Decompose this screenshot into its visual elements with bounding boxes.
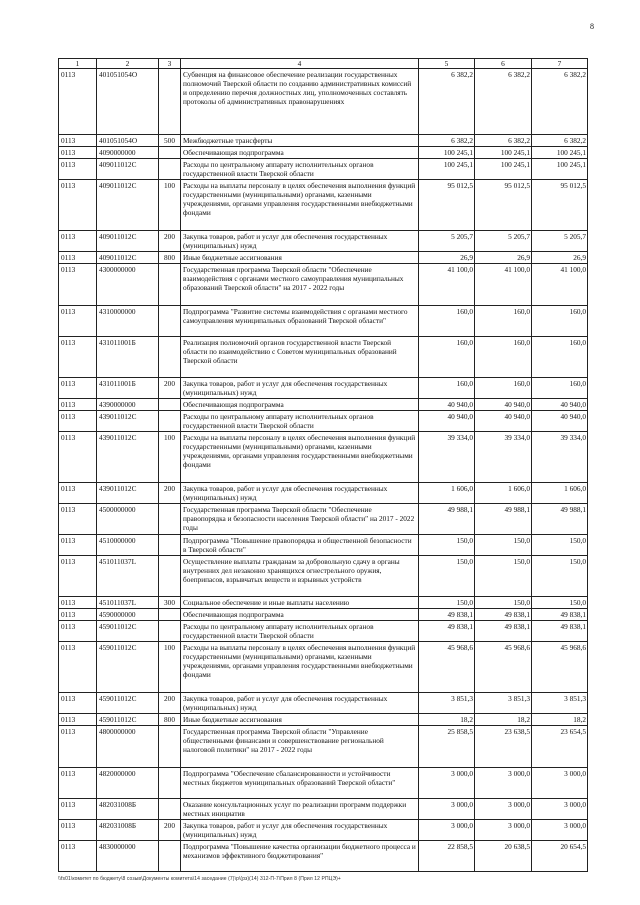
description-cell: Иные бюджетные ассигнования — [181, 252, 419, 264]
target-item-code-cell: 482031008Б — [97, 820, 159, 841]
target-item-code-cell: 409011012С — [97, 231, 159, 252]
amount-cell: 3 000,0 — [532, 768, 588, 799]
table-row — [59, 264, 588, 306]
expense-type-cell — [159, 411, 181, 432]
amount-cell: 25 858,5 — [419, 726, 475, 768]
expense-type-cell — [159, 621, 181, 642]
target-item-code-cell: 401051054О — [97, 69, 159, 135]
target-item-code-cell: 4830000000 — [97, 841, 159, 872]
target-item-code-cell: 409011012С — [97, 180, 159, 231]
file-path-footer: \\fs01\комитет по бюджету\8 созыв\Документы комитета\14 заседание (7)\р\(рз)(14) 312-П-7\Прил 8 (Прил 12 РПЦЭ)+ — [58, 876, 341, 882]
amount-cell: 150,0 — [475, 535, 532, 556]
amount-cell: 49 838,1 — [532, 609, 588, 621]
amount-cell: 3 000,0 — [532, 820, 588, 841]
table-row — [59, 642, 588, 693]
amount-cell: 45 968,6 — [419, 642, 475, 693]
amount-cell: 49 838,1 — [475, 621, 532, 642]
section-code-cell: 0113 — [59, 726, 97, 768]
target-item-code-cell: 4590000000 — [97, 609, 159, 621]
expense-type-cell — [159, 306, 181, 337]
amount-cell: 41 100,0 — [475, 264, 532, 306]
amount-cell: 41 100,0 — [419, 264, 475, 306]
amount-cell: 49 838,1 — [475, 609, 532, 621]
table-row — [59, 841, 588, 872]
table-row — [59, 621, 588, 642]
amount-cell: 49 838,1 — [532, 621, 588, 642]
column-header: 7 — [532, 59, 588, 69]
description-cell: Обеспечивающая подпрограмма — [181, 399, 419, 411]
table-body — [59, 69, 588, 872]
target-item-code-cell: 401051054О — [97, 135, 159, 147]
column-header: 1 — [59, 59, 97, 69]
table-row — [59, 820, 588, 841]
amount-cell: 3 000,0 — [532, 799, 588, 820]
target-item-code-cell: 439011012С — [97, 483, 159, 504]
amount-cell: 18,2 — [475, 714, 532, 726]
amount-cell: 100 245,1 — [419, 159, 475, 180]
amount-cell: 40 940,0 — [419, 411, 475, 432]
target-item-code-cell: 409011012С — [97, 159, 159, 180]
table-row — [59, 714, 588, 726]
expense-type-cell: 800 — [159, 714, 181, 726]
amount-cell: 39 334,0 — [419, 432, 475, 483]
section-code-cell: 0113 — [59, 504, 97, 535]
description-cell: Расходы по центральному аппарату исполнительных органов государственной власти Тверской области — [181, 159, 419, 180]
expense-type-cell — [159, 768, 181, 799]
amount-cell: 26,9 — [475, 252, 532, 264]
expense-type-cell — [159, 609, 181, 621]
section-code-cell: 0113 — [59, 411, 97, 432]
description-cell: Подпрограмма "Обеспечение сбалансированности и устойчивости местных бюджетов муниципальных образований Тверской области" — [181, 768, 419, 799]
amount-cell: 40 940,0 — [532, 399, 588, 411]
description-cell: Расходы по центральному аппарату исполнительных органов государственной власти Тверской области — [181, 411, 419, 432]
description-cell: Иные бюджетные ассигнования — [181, 714, 419, 726]
section-code-cell: 0113 — [59, 432, 97, 483]
target-item-code-cell: 439011012С — [97, 411, 159, 432]
description-cell: Закупка товаров, работ и услуг для обеспечения государственных (муниципальных) нужд — [181, 693, 419, 714]
amount-cell: 45 968,6 — [532, 642, 588, 693]
amount-cell: 6 382,2 — [419, 69, 475, 135]
target-item-code-cell: 409011012С — [97, 252, 159, 264]
expense-type-cell — [159, 504, 181, 535]
section-code-cell: 0113 — [59, 597, 97, 609]
amount-cell: 41 100,0 — [532, 264, 588, 306]
expense-type-cell: 800 — [159, 252, 181, 264]
section-code-cell: 0113 — [59, 337, 97, 378]
description-cell: Осуществление выплаты гражданам за добровольную сдачу в органы внутренних дел незаконно хранящихся огнестрельного оружия, боеприпасов, взрывчатых веществ и взрывных устройств — [181, 556, 419, 597]
expense-type-cell — [159, 799, 181, 820]
section-code-cell: 0113 — [59, 378, 97, 399]
section-code-cell: 0113 — [59, 180, 97, 231]
amount-cell: 40 940,0 — [419, 399, 475, 411]
expense-type-cell: 200 — [159, 820, 181, 841]
amount-cell: 1 606,0 — [475, 483, 532, 504]
column-header: 2 — [97, 59, 159, 69]
target-item-code-cell: 4310000000 — [97, 306, 159, 337]
expense-type-cell: 500 — [159, 135, 181, 147]
section-code-cell: 0113 — [59, 147, 97, 159]
amount-cell: 3 000,0 — [419, 799, 475, 820]
description-cell: Закупка товаров, работ и услуг для обеспечения государственных (муниципальных) нужд — [181, 483, 419, 504]
description-cell: Расходы на выплаты персоналу в целях обеспечения выполнения функций государственными (муниципальными) органами, казенными учреждениями, органами управления государственными внебюджетными фондами — [181, 432, 419, 483]
expense-type-cell: 100 — [159, 642, 181, 693]
amount-cell: 150,0 — [419, 535, 475, 556]
target-item-code-cell: 459011012С — [97, 714, 159, 726]
section-code-cell: 0113 — [59, 399, 97, 411]
section-code-cell: 0113 — [59, 535, 97, 556]
amount-cell: 100 245,1 — [532, 159, 588, 180]
amount-cell: 23 638,5 — [475, 726, 532, 768]
target-item-code-cell: 4500000000 — [97, 504, 159, 535]
amount-cell: 3 851,3 — [475, 693, 532, 714]
table-row — [59, 556, 588, 597]
section-code-cell: 0113 — [59, 264, 97, 306]
description-cell: Государственная программа Тверской области "Обеспечение правопорядка и безопасности населения Тверской области" на 2017 - 2022 годы — [181, 504, 419, 535]
section-code-cell: 0113 — [59, 252, 97, 264]
amount-cell: 100 245,1 — [419, 147, 475, 159]
amount-cell: 49 838,1 — [419, 609, 475, 621]
expense-type-cell: 100 — [159, 180, 181, 231]
amount-cell: 150,0 — [532, 597, 588, 609]
target-item-code-cell: 482031008Б — [97, 799, 159, 820]
description-cell: Обеспечивающая подпрограмма — [181, 147, 419, 159]
amount-cell: 150,0 — [475, 556, 532, 597]
table-row — [59, 159, 588, 180]
description-cell: Оказание консультационных услуг по реализации программ поддержки местных инициатив — [181, 799, 419, 820]
target-item-code-cell: 4390000000 — [97, 399, 159, 411]
table-row — [59, 147, 588, 159]
description-cell: Государственная программа Тверской области "Управление общественными финансами и совершенствование региональной налоговой политики" на 2017 - 2022 годы — [181, 726, 419, 768]
description-cell: Подпрограмма "Повышение правопорядка и общественной безопасности в Тверской области" — [181, 535, 419, 556]
section-code-cell: 0113 — [59, 841, 97, 872]
section-code-cell: 0113 — [59, 135, 97, 147]
amount-cell: 3 000,0 — [475, 799, 532, 820]
amount-cell: 160,0 — [532, 337, 588, 378]
description-cell: Обеспечивающая подпрограмма — [181, 609, 419, 621]
description-cell: Закупка товаров, работ и услуг для обеспечения государственных (муниципальных) нужд — [181, 378, 419, 399]
amount-cell: 100 245,1 — [475, 147, 532, 159]
target-item-code-cell: 439011012С — [97, 432, 159, 483]
section-code-cell: 0113 — [59, 642, 97, 693]
table-row — [59, 799, 588, 820]
expense-type-cell: 300 — [159, 597, 181, 609]
table-row — [59, 337, 588, 378]
section-code-cell: 0113 — [59, 799, 97, 820]
amount-cell: 49 988,1 — [419, 504, 475, 535]
expense-type-cell — [159, 69, 181, 135]
description-cell: Субвенция на финансовое обеспечение реализации государственных полномочий Тверской области по созданию административных комиссий и определению перечня должностных лиц, уполномоченных составлять протоколы об административных правонарушениях — [181, 69, 419, 135]
amount-cell: 20 638,5 — [475, 841, 532, 872]
expense-type-cell: 200 — [159, 378, 181, 399]
amount-cell: 18,2 — [419, 714, 475, 726]
description-cell: Расходы на выплаты персоналу в целях обеспечения выполнения функций государственными (муниципальными) органами, казенными учреждениями, органами управления государственными внебюджетными фондами — [181, 642, 419, 693]
expense-type-cell: 200 — [159, 231, 181, 252]
amount-cell: 150,0 — [419, 597, 475, 609]
table-row — [59, 504, 588, 535]
amount-cell: 6 382,2 — [532, 69, 588, 135]
section-code-cell: 0113 — [59, 621, 97, 642]
expense-type-cell — [159, 841, 181, 872]
table-row — [59, 252, 588, 264]
amount-cell: 95 012,5 — [419, 180, 475, 231]
amount-cell: 39 334,0 — [532, 432, 588, 483]
amount-cell: 160,0 — [419, 378, 475, 399]
amount-cell: 26,9 — [532, 252, 588, 264]
amount-cell: 40 940,0 — [475, 399, 532, 411]
amount-cell: 3 851,3 — [532, 693, 588, 714]
amount-cell: 49 838,1 — [419, 621, 475, 642]
amount-cell: 95 012,5 — [475, 180, 532, 231]
description-cell: Социальное обеспечение и иные выплаты населению — [181, 597, 419, 609]
amount-cell: 5 205,7 — [475, 231, 532, 252]
amount-cell: 150,0 — [532, 535, 588, 556]
amount-cell: 18,2 — [532, 714, 588, 726]
table-row — [59, 597, 588, 609]
table-row — [59, 693, 588, 714]
section-code-cell: 0113 — [59, 714, 97, 726]
section-code-cell: 0113 — [59, 231, 97, 252]
amount-cell: 160,0 — [475, 337, 532, 378]
section-code-cell: 0113 — [59, 159, 97, 180]
amount-cell: 39 334,0 — [475, 432, 532, 483]
expense-type-cell — [159, 556, 181, 597]
description-cell: Закупка товаров, работ и услуг для обеспечения государственных (муниципальных) нужд — [181, 231, 419, 252]
amount-cell: 100 245,1 — [532, 147, 588, 159]
target-item-code-cell: 451011037L — [97, 556, 159, 597]
target-item-code-cell: 4300000000 — [97, 264, 159, 306]
target-item-code-cell: 451011037L — [97, 597, 159, 609]
target-item-code-cell: 4800000000 — [97, 726, 159, 768]
expense-type-cell — [159, 399, 181, 411]
table-row — [59, 69, 588, 135]
section-code-cell: 0113 — [59, 306, 97, 337]
section-code-cell: 0113 — [59, 768, 97, 799]
expense-type-cell — [159, 726, 181, 768]
amount-cell: 40 940,0 — [532, 411, 588, 432]
table-row — [59, 231, 588, 252]
amount-cell: 3 851,3 — [419, 693, 475, 714]
amount-cell: 150,0 — [475, 597, 532, 609]
target-item-code-cell: 4090000000 — [97, 147, 159, 159]
column-header: 5 — [419, 59, 475, 69]
expense-type-cell — [159, 147, 181, 159]
expense-type-cell — [159, 159, 181, 180]
amount-cell: 6 382,2 — [532, 135, 588, 147]
description-cell: Закупка товаров, работ и услуг для обеспечения государственных (муниципальных) нужд — [181, 820, 419, 841]
amount-cell: 160,0 — [419, 337, 475, 378]
column-header: 3 — [159, 59, 181, 69]
section-code-cell: 0113 — [59, 556, 97, 597]
target-item-code-cell: 4510000000 — [97, 535, 159, 556]
amount-cell: 40 940,0 — [475, 411, 532, 432]
budget-table — [58, 58, 588, 872]
table-row — [59, 535, 588, 556]
description-cell: Подпрограмма "Повышение качества организации бюджетного процесса и механизмов эффективного бюджетирования" — [181, 841, 419, 872]
table-row — [59, 726, 588, 768]
section-code-cell: 0113 — [59, 609, 97, 621]
table-row — [59, 378, 588, 399]
amount-cell: 5 205,7 — [419, 231, 475, 252]
target-item-code-cell: 431011001Б — [97, 378, 159, 399]
expense-type-cell — [159, 264, 181, 306]
amount-cell: 23 654,5 — [532, 726, 588, 768]
amount-cell: 3 000,0 — [419, 820, 475, 841]
amount-cell: 160,0 — [475, 306, 532, 337]
amount-cell: 1 606,0 — [419, 483, 475, 504]
amount-cell: 5 205,7 — [532, 231, 588, 252]
amount-cell: 49 988,1 — [475, 504, 532, 535]
amount-cell: 150,0 — [532, 556, 588, 597]
target-item-code-cell: 431011001Б — [97, 337, 159, 378]
table-row — [59, 135, 588, 147]
amount-cell: 20 654,5 — [532, 841, 588, 872]
description-cell: Расходы на выплаты персоналу в целях обеспечения выполнения функций государственными (муниципальными) органами, казенными учреждениями, органами управления государственными внебюджетными фондами — [181, 180, 419, 231]
section-code-cell: 0113 — [59, 693, 97, 714]
amount-cell: 1 606,0 — [532, 483, 588, 504]
table-row — [59, 411, 588, 432]
expense-type-cell — [159, 337, 181, 378]
expense-type-cell: 200 — [159, 483, 181, 504]
amount-cell: 150,0 — [419, 556, 475, 597]
amount-cell: 26,9 — [419, 252, 475, 264]
amount-cell: 6 382,2 — [475, 69, 532, 135]
column-header: 6 — [475, 59, 532, 69]
amount-cell: 3 000,0 — [475, 820, 532, 841]
amount-cell: 160,0 — [419, 306, 475, 337]
amount-cell: 45 968,6 — [475, 642, 532, 693]
table-row — [59, 483, 588, 504]
column-header: 4 — [181, 59, 419, 69]
amount-cell: 3 000,0 — [419, 768, 475, 799]
page-marker: 8 — [590, 22, 594, 31]
description-cell: Реализация полномочий органов государственной власти Тверской области по взаимодействию с Советом муниципальных образований Тверской области — [181, 337, 419, 378]
target-item-code-cell: 459011012С — [97, 693, 159, 714]
description-cell: Подпрограмма "Развитие системы взаимодействия с органами местного самоуправления муниципальных образований Тверской области" — [181, 306, 419, 337]
table-row — [59, 180, 588, 231]
amount-cell: 6 382,2 — [475, 135, 532, 147]
amount-cell: 6 382,2 — [419, 135, 475, 147]
table-header-row — [59, 59, 588, 69]
table-row — [59, 768, 588, 799]
table-row — [59, 399, 588, 411]
amount-cell: 100 245,1 — [475, 159, 532, 180]
amount-cell: 160,0 — [475, 378, 532, 399]
amount-cell: 95 012,5 — [532, 180, 588, 231]
description-cell: Межбюджетные трансферты — [181, 135, 419, 147]
amount-cell: 160,0 — [532, 306, 588, 337]
section-code-cell: 0113 — [59, 483, 97, 504]
section-code-cell: 0113 — [59, 69, 97, 135]
expense-type-cell — [159, 535, 181, 556]
target-item-code-cell: 4820000000 — [97, 768, 159, 799]
amount-cell: 49 988,1 — [532, 504, 588, 535]
table-row — [59, 609, 588, 621]
table-row — [59, 306, 588, 337]
target-item-code-cell: 459011012С — [97, 621, 159, 642]
description-cell: Государственная программа Тверской области "Обеспечение взаимодействия с органами местного самоуправления муниципальных образований Тверской области" на 2017 - 2022 годы — [181, 264, 419, 306]
section-code-cell: 0113 — [59, 820, 97, 841]
target-item-code-cell: 459011012С — [97, 642, 159, 693]
amount-cell: 160,0 — [532, 378, 588, 399]
expense-type-cell: 100 — [159, 432, 181, 483]
expense-type-cell: 200 — [159, 693, 181, 714]
amount-cell: 3 000,0 — [475, 768, 532, 799]
table-row — [59, 432, 588, 483]
description-cell: Расходы по центральному аппарату исполнительных органов государственной власти Тверской области — [181, 621, 419, 642]
amount-cell: 22 858,5 — [419, 841, 475, 872]
